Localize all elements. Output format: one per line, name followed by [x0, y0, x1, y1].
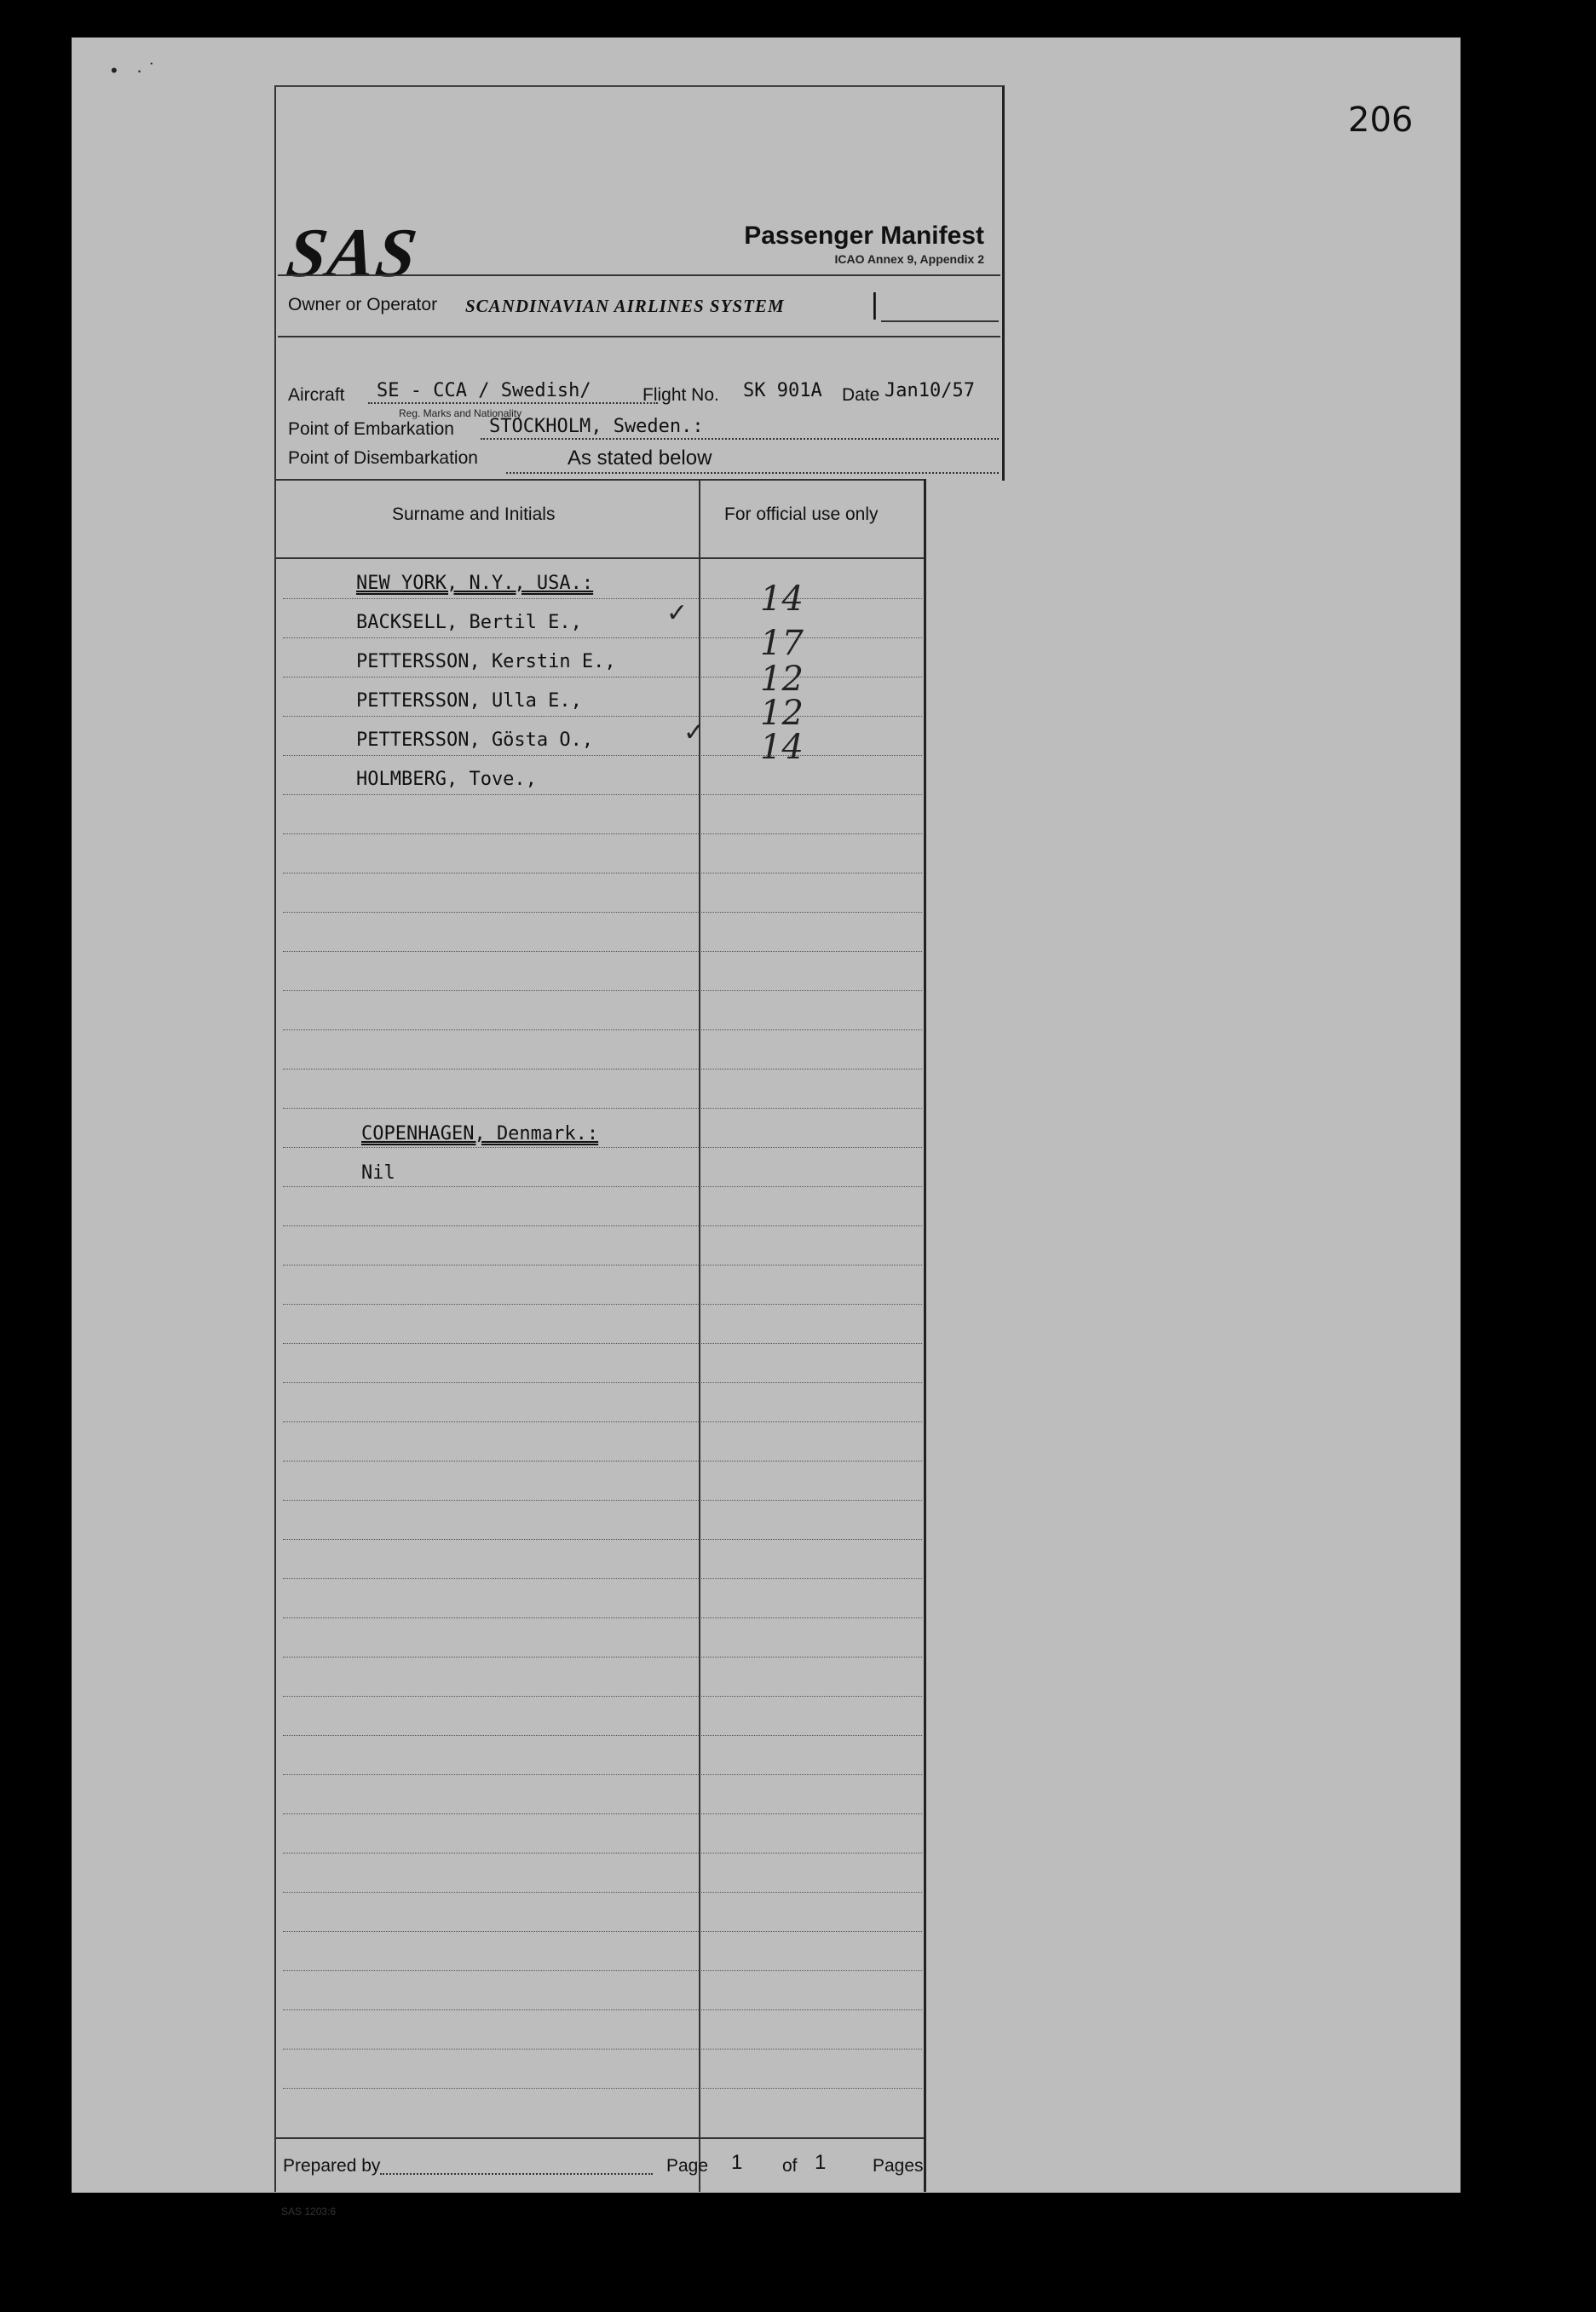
ruled-line	[283, 755, 922, 756]
ruled-line	[283, 716, 922, 717]
ruled-line	[283, 912, 922, 913]
ruled-line	[283, 1617, 922, 1618]
ruled-line	[283, 1461, 922, 1462]
date-value: Jan10/57	[884, 380, 975, 401]
ruled-line	[283, 2088, 922, 2089]
table-top-rule	[276, 479, 924, 481]
page-label: Page	[666, 2156, 709, 2176]
owner-blank-line	[881, 320, 999, 322]
aircraft-value: SE - CCA / Swedish/	[377, 380, 591, 401]
prepared-by-line	[380, 2173, 653, 2175]
pages-label: Pages	[873, 2156, 924, 2176]
ruled-line	[283, 1892, 922, 1893]
form-footer	[276, 2137, 924, 2217]
page-number: 206	[1348, 101, 1414, 140]
destination-new-york: NEW YORK, N.Y., USA.:	[356, 573, 594, 594]
check-mark-icon: ✓	[666, 599, 689, 627]
manifest-subtitle: ICAO Annex 9, Appendix 2	[834, 252, 984, 266]
official-mark: 12	[760, 694, 804, 733]
ruled-line	[283, 794, 922, 795]
aircraft-label: Aircraft	[288, 385, 345, 405]
flight-value: SK 901A	[743, 380, 822, 401]
sas-logo: SAS	[282, 214, 423, 291]
embarkation-line	[481, 438, 999, 440]
disembarkation-value: As stated below	[568, 447, 712, 470]
reg-marks-label: Reg. Marks and Nationality	[399, 407, 522, 419]
ruled-line	[283, 1382, 922, 1383]
ruled-line	[283, 2049, 922, 2050]
ruled-line	[283, 1186, 922, 1187]
passenger-row: PETTERSSON, Gösta O.,	[356, 729, 594, 751]
flight-label: Flight No.	[642, 385, 719, 405]
ruled-line	[283, 1069, 922, 1070]
ruled-line	[283, 1108, 922, 1109]
form-code: SAS 1203:6	[281, 2205, 337, 2217]
ruled-line	[283, 1147, 922, 1148]
ruled-line	[283, 1853, 922, 1854]
disembarkation-label: Point of Disembarkation	[288, 448, 478, 468]
of-label: of	[782, 2156, 798, 2176]
passenger-row: PETTERSSON, Ulla E.,	[356, 690, 582, 712]
disembarkation-line	[506, 472, 999, 474]
passenger-row: BACKSELL, Bertil E.,	[356, 612, 582, 633]
owner-rule	[278, 336, 1000, 337]
check-mark-icon: ✓	[683, 718, 706, 747]
ruled-line	[283, 990, 922, 991]
passenger-row: PETTERSSON, Kerstin E.,	[356, 651, 616, 672]
scan-specks: • ·˙	[111, 60, 163, 81]
ruled-line	[283, 1225, 922, 1226]
manifest-title-block	[744, 222, 984, 266]
passenger-manifest-form	[274, 85, 1003, 2217]
ruled-line	[283, 2009, 922, 2010]
ruled-line	[283, 1578, 922, 1579]
manifest-title: Passenger Manifest	[744, 222, 984, 250]
owner-label: Owner or Operator	[288, 295, 438, 314]
ruled-line	[283, 1421, 922, 1422]
passenger-row: HOLMBERG, Tove.,	[356, 769, 537, 790]
ruled-line	[283, 1931, 922, 1932]
ruled-line	[283, 1539, 922, 1540]
date-label: Date	[842, 385, 880, 405]
ruled-line	[283, 1304, 922, 1305]
ruled-line	[283, 598, 922, 599]
of-value: 1	[815, 2151, 827, 2174]
nil-entry: Nil	[361, 1162, 395, 1184]
embarkation-label: Point of Embarkation	[288, 419, 454, 439]
ruled-line	[283, 951, 922, 952]
table-header-rule	[276, 557, 924, 559]
ruled-line	[283, 1970, 922, 1971]
aircraft-line	[368, 402, 658, 404]
owner-value: SCANDINAVIAN AIRLINES SYSTEM	[465, 296, 785, 316]
ruled-line	[283, 1029, 922, 1030]
passenger-table	[274, 479, 926, 2217]
ruled-line	[283, 637, 922, 638]
official-mark: 14	[760, 728, 804, 767]
ruled-line	[283, 1265, 922, 1266]
col-header-official: For official use only	[724, 504, 879, 524]
official-mark: 12	[760, 660, 804, 699]
ruled-line	[283, 1657, 922, 1658]
ruled-line	[283, 833, 922, 834]
official-mark: 14	[760, 579, 804, 619]
prepared-by-label: Prepared by	[283, 2156, 381, 2176]
header-rule	[278, 274, 1000, 276]
ruled-line	[283, 1500, 922, 1501]
owner-divider: |	[871, 288, 879, 320]
ruled-line	[283, 1813, 922, 1814]
ruled-line	[283, 1343, 922, 1344]
embarkation-value: STOCKHOLM, Sweden.:	[489, 416, 704, 437]
destination-copenhagen: COPENHAGEN, Denmark.:	[361, 1123, 599, 1144]
ruled-line	[283, 1774, 922, 1775]
page-value: 1	[731, 2151, 743, 2174]
ruled-line	[283, 1696, 922, 1697]
col-header-surname: Surname and Initials	[392, 504, 556, 524]
ruled-line	[283, 1735, 922, 1736]
official-mark: 17	[760, 624, 804, 663]
